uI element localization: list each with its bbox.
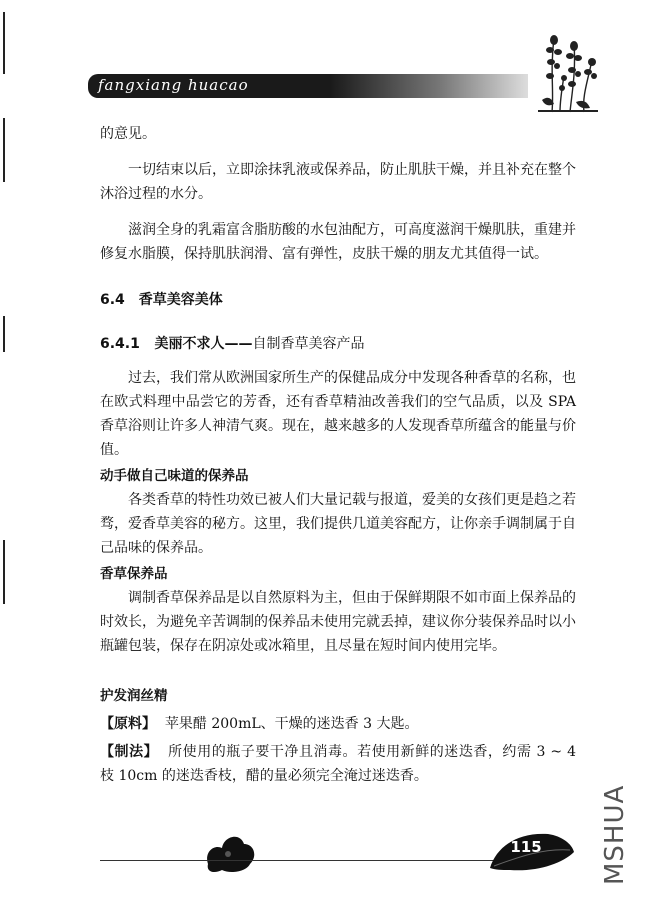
paragraph: 一切结束以后，立即涂抹乳液或保养品，防止肌肤干燥，并且补充在整个沐浴过程的水分。	[100, 162, 576, 202]
subsection-title-bold: 美丽不求人——	[154, 336, 253, 352]
ingredients-text: 苹果醋 200mL、干燥的迷迭香 3 大匙。	[164, 716, 419, 732]
herb-illustration-icon	[532, 30, 602, 114]
paragraph: 各类香草的特性功效已被人们大量记载与报道，爱美的女孩们更是趋之若骛，爱香草美容的秘方。这里，我们提供几道美容配方，让你亲手调制属于自己品味的保养品。	[100, 492, 576, 556]
footer-rule	[100, 860, 500, 861]
page-number: 115	[510, 838, 542, 856]
page-body	[100, 122, 576, 788]
paragraph: 调制香草保养品是以自然原料为主，但由于保鲜期限不如市面上保养品的时效长，为避免辛苦调制的保养品未使用完就丢掉，建议你分装保养品时以小瓶罐包装，保存在阴凉处或冰箱里，且尽量在短时间内使用完毕。	[100, 590, 576, 654]
running-title: fangxiang huacao	[98, 76, 249, 94]
subsection-heading	[100, 332, 576, 356]
paragraph: 的意见。	[100, 126, 156, 142]
ink-blot-illustration-icon	[200, 826, 260, 876]
watermark: MSHUA	[600, 784, 630, 886]
margin-mark	[3, 118, 5, 182]
paragraph: 滋润全身的乳霜富含脂肪酸的水包油配方，可高度滋润干燥肌肤，重建并修复水脂膜，保持肌肤润滑、富有弹性，皮肤干燥的朋友尤其值得一试。	[100, 222, 576, 262]
margin-mark	[3, 316, 5, 352]
recipe-heading: 护发润丝精	[100, 688, 168, 704]
subheading: 动手做自己味道的保养品	[100, 468, 249, 484]
method-label: 【制法】	[100, 744, 159, 760]
margin-mark	[3, 12, 5, 74]
paragraph: 过去，我们常从欧洲国家所生产的保健品成分中发现各种香草的名称，也在欧式料理中品尝它的芳香，还有香草精油改善我们的空气品质，以及 SPA 香草浴则让许多人神清气爽。现在，越来越多的人发现香草所蕴含的能量与价值。	[100, 370, 576, 458]
subsection-number: 6.4.1	[100, 336, 140, 352]
ingredients-label: 【原料】	[100, 716, 156, 732]
running-header	[88, 74, 528, 98]
method-text: 所使用的瓶子要干净且消毒。若使用新鲜的迷迭香，约需 3 ~ 4 枝 10cm 的迷迭香枝，醋的量必须完全淹过迷迭香。	[100, 744, 576, 784]
section-heading: 6.4 香草美容美体	[100, 292, 223, 308]
method-line	[100, 740, 576, 788]
ingredients-line	[100, 712, 576, 736]
subheading: 香草保养品	[100, 566, 168, 582]
margin-mark	[3, 540, 5, 604]
subsection-title-rest: 自制香草美容产品	[252, 336, 365, 352]
